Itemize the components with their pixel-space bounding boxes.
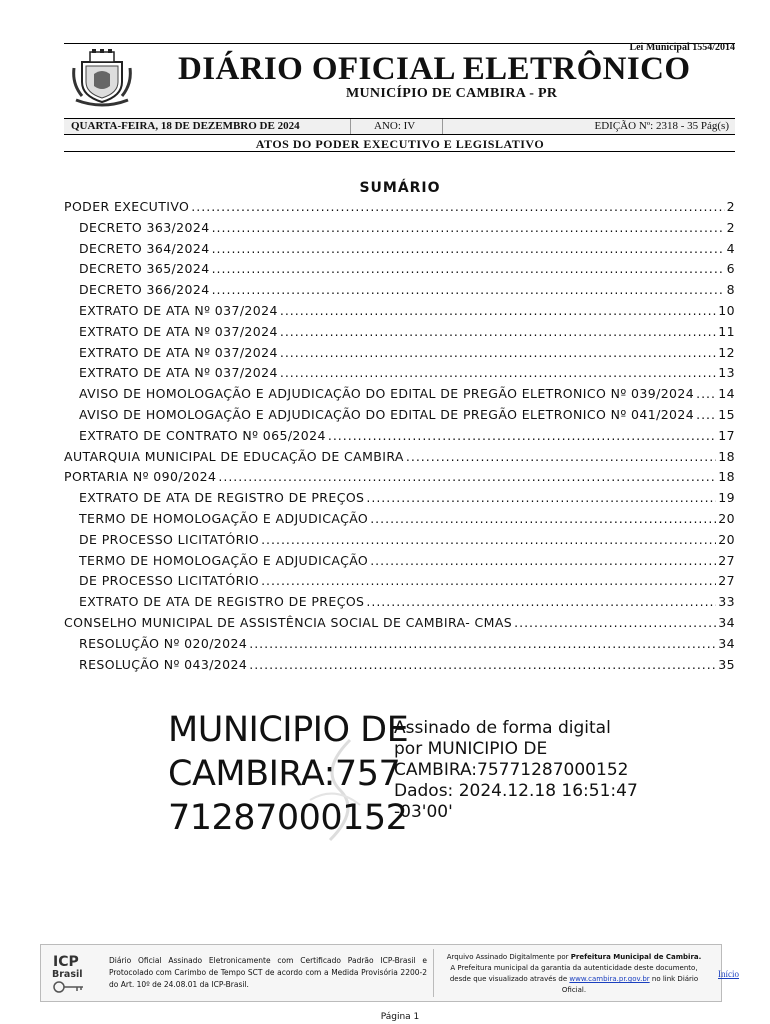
toc-entry-page: 11 xyxy=(718,323,735,339)
footer-right-mid: A Prefeitura municipal da garantia da autenticidade deste documento, desde que visualizado através de xyxy=(449,964,698,983)
toc-entry[interactable] xyxy=(64,324,735,345)
toc-entry[interactable] xyxy=(64,282,735,303)
toc-entry-page: 2 xyxy=(726,219,735,235)
website-link[interactable]: www.cambira.pr.gov.br xyxy=(569,975,650,983)
toc-entry-label: DECRETO 363/2024 xyxy=(79,219,210,235)
toc-entry-label: EXTRATO DE ATA DE REGISTRO DE PREÇOS xyxy=(79,594,365,610)
toc-entry-page: 2 xyxy=(726,199,735,214)
toc-entry-page: 10 xyxy=(718,302,735,318)
toc-leader-dots xyxy=(370,553,716,568)
toc-leader-dots xyxy=(212,282,725,297)
signature-details xyxy=(394,718,638,823)
footer-right-suffix: no link Diário Oficial. xyxy=(561,975,699,994)
toc-leader-dots xyxy=(280,365,716,380)
inicio-link[interactable]: Início xyxy=(718,969,739,979)
bar-divider xyxy=(442,119,443,134)
coat-of-arms-icon xyxy=(70,48,134,108)
toc-leader-dots xyxy=(261,532,716,547)
toc-entry[interactable] xyxy=(64,469,735,490)
toc-entry[interactable] xyxy=(64,261,735,282)
toc-leader-dots xyxy=(366,594,716,609)
toc-leader-dots xyxy=(218,469,716,484)
toc-leader-dots xyxy=(366,490,716,505)
section-heading: ATOS DO PODER EXECUTIVO E LEGISLATIVO xyxy=(255,137,545,151)
toc-entry[interactable] xyxy=(64,615,735,636)
toc-leader-dots xyxy=(370,511,716,526)
toc-entry[interactable] xyxy=(64,553,735,574)
toc-entry-page: 20 xyxy=(718,531,735,547)
toc-entry-label: CONSELHO MUNICIPAL DE ASSISTÊNCIA SOCIAL DE CAMBIRA- CMAS xyxy=(64,614,513,630)
toc-entry[interactable] xyxy=(64,345,735,366)
toc-entry-label: RESOLUÇÃO Nº 020/2024 xyxy=(79,635,248,651)
sumario-title: SUMÁRIO xyxy=(359,180,441,196)
icp-brasil-logo-icon xyxy=(49,951,95,995)
signature-line: -03'00' xyxy=(394,802,453,822)
toc-entry[interactable] xyxy=(64,220,735,241)
toc-entry[interactable] xyxy=(64,199,735,220)
toc-entry-page: 13 xyxy=(718,365,735,381)
toc-leader-dots xyxy=(261,573,716,588)
footer-divider xyxy=(433,949,434,997)
toc-entry-page: 14 xyxy=(718,386,735,402)
toc-entry-label: PORTARIA Nº 090/2024 xyxy=(64,469,217,485)
footer-box xyxy=(40,944,722,1002)
page-number: Página 1 xyxy=(380,1012,420,1022)
toc-leader-dots xyxy=(696,407,716,422)
toc-entry-label: AVISO DE HOMOLOGAÇÃO E ADJUDICAÇÃO DO EDITAL DE PREGÃO ELETRONICO Nº 041/2024 xyxy=(79,406,695,422)
toc-leader-dots xyxy=(212,261,725,276)
toc-entry[interactable] xyxy=(64,490,735,511)
toc-leader-dots xyxy=(191,199,724,214)
toc-leader-dots xyxy=(280,345,716,360)
toc-entry-label: DE PROCESSO LICITATÓRIO xyxy=(79,573,260,589)
toc-entry[interactable] xyxy=(64,594,735,615)
toc-entry[interactable] xyxy=(64,365,735,386)
toc-entry[interactable] xyxy=(64,303,735,324)
icp-logo-top: ICP xyxy=(53,954,79,970)
toc-entry-page: 18 xyxy=(718,469,735,485)
municipio-subtitle: MUNICÍPIO DE CAMBIRA - PR xyxy=(346,86,558,101)
toc-entry-label: EXTRATO DE ATA Nº 037/2024 xyxy=(79,323,278,339)
footer-right-prefix: Arquivo Assinado Digitalmente por xyxy=(446,953,571,961)
toc-leader-dots xyxy=(406,449,716,464)
toc-entry-page: 19 xyxy=(718,490,735,506)
toc-entry-page: 20 xyxy=(718,510,735,526)
toc-leader-dots xyxy=(696,386,716,401)
footer-certification-text: Diário Oficial Assinado Eletronicamente com Certificado Padrão ICP-Brasil e Protocolado com Carimbo de Tempo SCT de acordo com a Medida Provisória 2200-2 do Art. 10º de 24.08.01 da ICP-Brasil. xyxy=(109,956,427,989)
toc-entry-page: 17 xyxy=(718,427,735,443)
signer-name-block: MUNICIPIO DE CAMBIRA:757 71287000152 xyxy=(168,710,409,838)
toc-leader-dots xyxy=(249,657,716,672)
toc-entry-page: 27 xyxy=(718,552,735,568)
toc-leader-dots xyxy=(249,636,716,651)
toc-entry-label: TERMO DE HOMOLOGAÇÃO E ADJUDICAÇÃO xyxy=(79,552,369,568)
toc-entry-page: 35 xyxy=(718,656,735,672)
toc-leader-dots xyxy=(212,220,725,235)
toc-entry-page: 8 xyxy=(726,282,735,298)
toc-entry[interactable] xyxy=(64,532,735,553)
toc-entry-page: 33 xyxy=(718,594,735,610)
toc-entry-label: EXTRATO DE ATA Nº 037/2024 xyxy=(79,302,278,318)
table-of-contents xyxy=(64,199,735,677)
toc-entry-page: 4 xyxy=(726,240,735,256)
toc-leader-dots xyxy=(328,428,716,443)
edition-year: ANO: IV xyxy=(374,120,416,132)
toc-entry[interactable] xyxy=(64,511,735,532)
bar-divider xyxy=(350,119,351,134)
signature-line: CAMBIRA:75771287000152 xyxy=(394,760,629,780)
toc-entry-page: 34 xyxy=(718,635,735,651)
footer-right-bold: Prefeitura Municipal de Cambira. xyxy=(570,953,702,961)
toc-entry-page: 15 xyxy=(718,406,735,422)
toc-entry-label: AUTARQUIA MUNICIPAL DE EDUCAÇÃO DE CAMBIRA xyxy=(64,448,404,464)
page-title: DIÁRIO OFICIAL ELETRÔNICO xyxy=(178,51,691,87)
toc-entry-label: DECRETO 366/2024 xyxy=(79,282,210,298)
toc-entry[interactable] xyxy=(64,636,735,657)
toc-entry-label: EXTRATO DE CONTRATO Nº 065/2024 xyxy=(79,427,326,443)
toc-entry-label: EXTRATO DE ATA DE REGISTRO DE PREÇOS xyxy=(79,490,365,506)
toc-entry[interactable] xyxy=(64,241,735,262)
toc-entry-page: 12 xyxy=(718,344,735,360)
edition-number: EDIÇÃO Nº: 2318 - 35 Pág(s) xyxy=(594,120,729,132)
toc-leader-dots xyxy=(280,324,716,339)
toc-leader-dots xyxy=(280,303,716,318)
toc-entry-label: EXTRATO DE ATA Nº 037/2024 xyxy=(79,344,278,360)
toc-entry[interactable] xyxy=(64,428,735,449)
header-bottom-rule xyxy=(64,151,735,152)
toc-entry-label: DECRETO 364/2024 xyxy=(79,240,210,256)
toc-entry-page: 34 xyxy=(718,614,735,630)
toc-entry-label: AVISO DE HOMOLOGAÇÃO E ADJUDICAÇÃO DO EDITAL DE PREGÃO ELETRONICO Nº 039/2024 xyxy=(79,386,695,402)
toc-entry[interactable] xyxy=(64,386,735,407)
icp-logo-bottom: Brasil xyxy=(52,969,83,980)
edition-date: QUARTA-FEIRA, 18 DE DEZEMBRO DE 2024 xyxy=(71,120,300,132)
toc-entry[interactable] xyxy=(64,449,735,470)
toc-entry-label: EXTRATO DE ATA Nº 037/2024 xyxy=(79,365,278,381)
toc-entry-label: PODER EXECUTIVO xyxy=(64,199,190,214)
signature-line: por MUNICIPIO DE xyxy=(394,739,548,759)
toc-leader-dots xyxy=(212,241,725,256)
signature-line: Assinado de forma digital xyxy=(394,718,611,738)
lei-municipal: Lei Municipal 1554/2014 xyxy=(629,42,735,53)
toc-entry-label: TERMO DE HOMOLOGAÇÃO E ADJUDICAÇÃO xyxy=(79,510,369,526)
toc-entry-label: DECRETO 365/2024 xyxy=(79,261,210,277)
toc-entry[interactable] xyxy=(64,573,735,594)
edition-info-bar xyxy=(64,118,735,135)
toc-leader-dots xyxy=(514,615,716,630)
toc-entry-page: 27 xyxy=(718,573,735,589)
toc-entry[interactable] xyxy=(64,407,735,428)
signature-line: Dados: 2024.12.18 16:51:47 xyxy=(394,781,638,801)
footer-authenticity-text xyxy=(439,952,709,996)
toc-entry-page: 18 xyxy=(718,448,735,464)
toc-entry-label: RESOLUÇÃO Nº 043/2024 xyxy=(79,656,248,672)
toc-entry[interactable] xyxy=(64,657,735,678)
toc-entry-page: 6 xyxy=(726,261,735,277)
toc-entry-label: DE PROCESSO LICITATÓRIO xyxy=(79,531,260,547)
